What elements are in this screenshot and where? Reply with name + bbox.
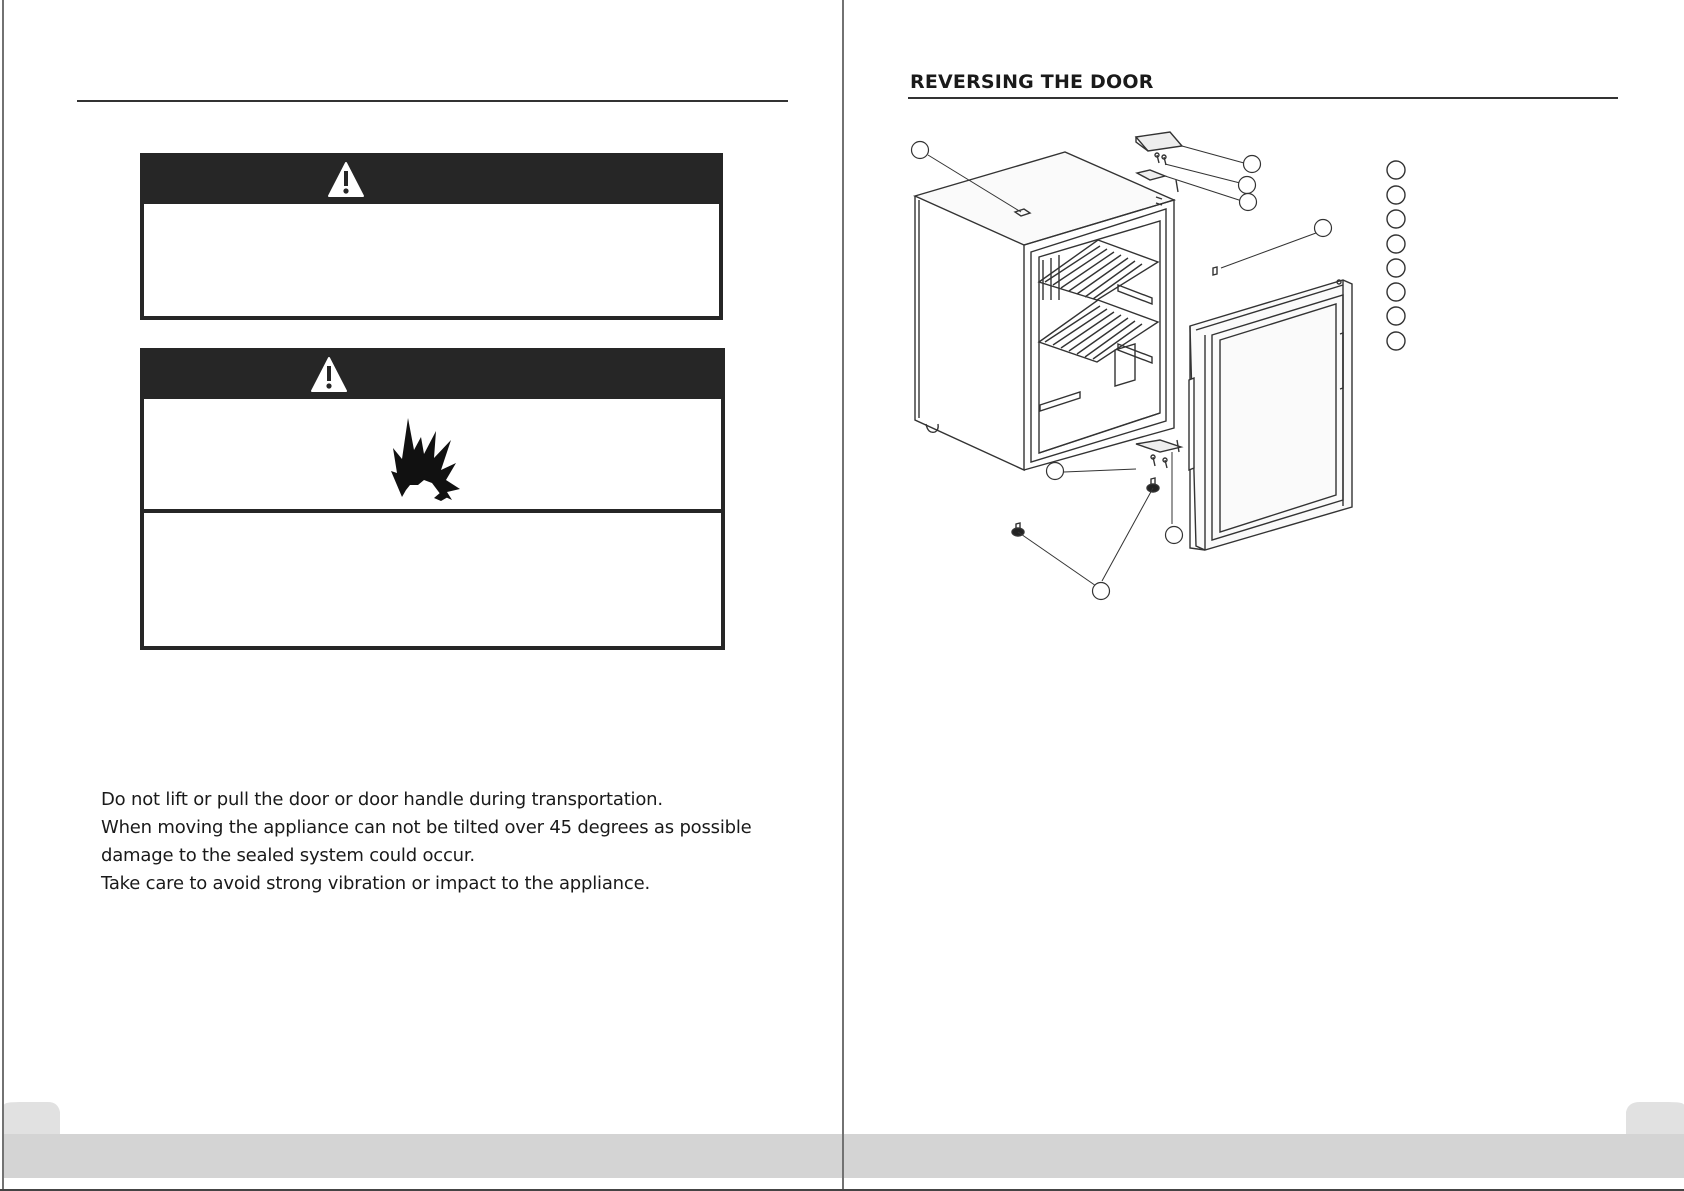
transport-instruction-line: damage to the sealed system could occur. (101, 845, 475, 866)
warning-box-1-header (140, 153, 723, 204)
leveling-legs (1012, 478, 1159, 536)
bottom-hinge-parts (1136, 440, 1181, 468)
warning-box-1 (140, 153, 723, 318)
refrigerator-door (1189, 280, 1352, 550)
transport-instruction-line: Take care to avoid strong vibration or impact to the appliance. (101, 873, 650, 894)
refrigerator-cabinet (915, 152, 1174, 470)
parts-legend-markers (1387, 161, 1405, 350)
footer-band-right (844, 1102, 1684, 1178)
warning-box-2-header (140, 348, 725, 399)
footer-band-left (4, 1102, 842, 1178)
door-reversal-diagram (912, 132, 1406, 600)
section-heading-reversing-the-door: REVERSING THE DOOR (910, 71, 1154, 93)
transport-instruction-line: Do not lift or pull the door or door handle during transportation. (101, 789, 663, 810)
warning-box-2 (140, 348, 725, 648)
transport-instruction-line: When moving the appliance can not be tilted over 45 degrees as possible (101, 817, 752, 838)
